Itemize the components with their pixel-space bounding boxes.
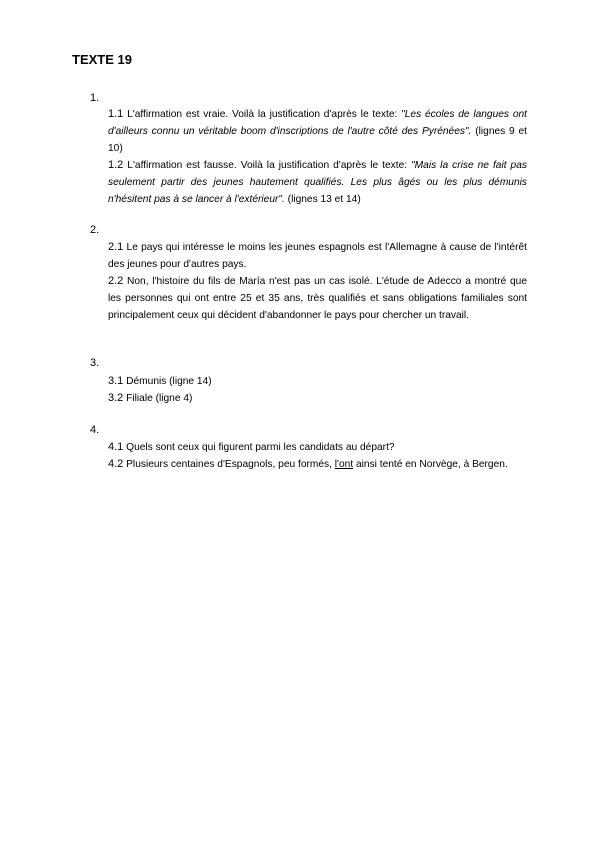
question-1-number: 1.: [90, 92, 100, 104]
answer-4-2-before: Plusieurs centaines d'Espagnols, peu formés,: [126, 459, 335, 470]
answer-4-2-underlined: l'ont: [334, 459, 354, 470]
answer-4-2: [108, 456, 527, 473]
answer-3-1: [108, 373, 527, 390]
answer-1-2-lead: L'affirmation est fausse. Voilà la justification d'après le texte:: [127, 160, 412, 171]
question-2-number: 2.: [90, 224, 100, 236]
answer-1-2: [108, 157, 527, 208]
answer-2-2-text: Non, l'histoire du fils de María n'est pas un cas isolé. L'étude de Adecco a montré que les personnes qui ont entre 25 et 35 ans, très qualifiés et sans obligations familiales sont principalement ceux qui décident d'abandonner le pays pour chercher un travail.: [108, 276, 527, 321]
answer-3-1-number: 3.1: [108, 375, 124, 387]
answer-3-1-text: Démunis (ligne 14): [126, 376, 212, 387]
answer-2-1: [108, 239, 527, 273]
answer-3-2-number: 3.2: [108, 392, 124, 404]
answer-4-2-number: 4.2: [108, 458, 124, 470]
answer-1-1-number: 1.1: [108, 108, 124, 120]
answer-4-1: [108, 439, 527, 456]
answer-4-2-after: ainsi tenté en Norvège, à Bergen.: [353, 459, 508, 470]
question-3-number: 3.: [90, 357, 100, 369]
answer-1-1-ref: (lignes 9 et 10): [108, 126, 528, 154]
answer-1-2-ref: (lignes 13 et 14): [284, 194, 361, 205]
answer-1-1-lead: L'affirmation est vraie. Voilà la justification d'après le texte:: [127, 109, 402, 120]
answer-1-2-quote: "Mais la crise ne fait pas seulement partir des jeunes hautement qualifiés. Les plus âgés ou les plus démunis n'hésitent pas à se lancer à l'extérieur".: [108, 160, 527, 205]
page-title: TEXTE 19: [72, 52, 132, 67]
answer-2-1-number: 2.1: [108, 241, 124, 253]
answer-4-1-number: 4.1: [108, 441, 124, 453]
answer-2-2-number: 2.2: [108, 275, 124, 287]
answer-1-1-quote: "Les écoles de langues ont d'ailleurs connu un véritable boom d'inscriptions de l'autre côté des Pyrénées".: [108, 109, 527, 137]
answer-2-1-text: Le pays qui intéresse le moins les jeunes espagnols est l'Allemagne à cause de l'intérêt des jeunes pour d'autres pays.: [108, 242, 527, 270]
question-4-number: 4.: [90, 424, 100, 436]
answer-4-1-text: Quels sont ceux qui figurent parmi les candidats au départ?: [126, 442, 395, 453]
answer-1-2-number: 1.2: [108, 159, 124, 171]
answer-2-2: [108, 273, 527, 324]
answer-1-1: [108, 106, 527, 157]
answer-3-2: [108, 390, 527, 407]
answer-3-2-text: Filiale (ligne 4): [126, 393, 193, 404]
